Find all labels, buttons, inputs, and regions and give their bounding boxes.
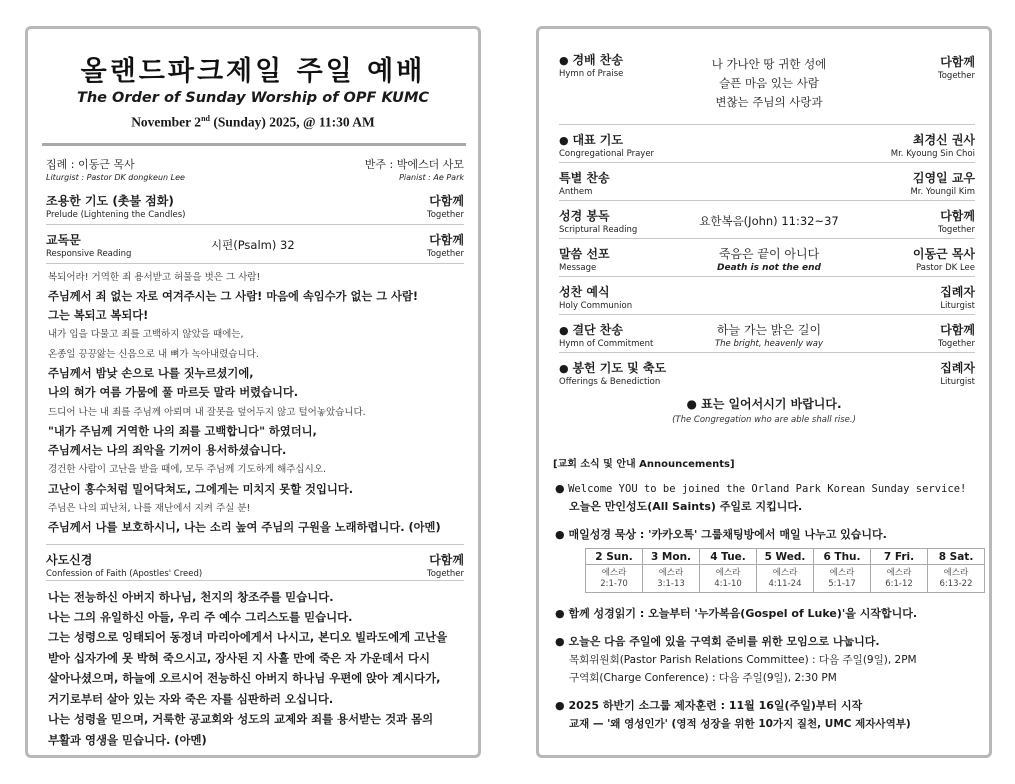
anthem-ko: 특별 찬송 xyxy=(559,171,610,185)
announcement-text: 목회위원회(Pastor Parish Relations Committee) : 다음 주일(9일), 2PM xyxy=(569,654,917,666)
communion-ko: 성찬 예식 xyxy=(559,285,610,299)
creed-line: 받아 십자가에 못 박혀 죽으시고, 장사된 지 사흘 만에 죽은 자 가운데서 다시 xyxy=(48,650,431,665)
schedule-book: 에스라 xyxy=(601,567,627,578)
offering-ko: ● 봉헌 기도 및 축도 xyxy=(559,359,975,376)
prelude-who-en: Together xyxy=(426,209,464,220)
standing-note-en: (The Congregation who are able shall rise.) xyxy=(672,415,856,425)
announcement-text: 매일성경 묵상 : '카카오톡' 그룹채팅방에서 매일 나누고 있습니다. xyxy=(568,528,887,541)
schedule-ref: 2:1-70 xyxy=(600,578,628,589)
message-who-en: Pastor DK Lee xyxy=(916,263,975,273)
announcement-text: 오늘은 만인성도(All Saints) 주일로 지킵니다. xyxy=(569,500,803,513)
anthem-en: Anthem xyxy=(559,187,593,197)
psalm-response-line: 주님께서 나를 보호하시니, 나는 소리 높여 주님의 구원을 노래하렵니다. (아멘) xyxy=(48,521,441,535)
communion-en: Holy Communion xyxy=(559,301,633,311)
commitment-hymn-ko: 하늘 가는 밝은 길이 xyxy=(716,323,822,337)
hymn-lyric-line: 나 가나안 땅 귀한 성에 xyxy=(711,57,827,71)
commitment-who-en: Together xyxy=(937,339,975,349)
date-day: November 2 xyxy=(131,114,202,130)
schedule-book: 에스라 xyxy=(943,567,969,578)
schedule-reading xyxy=(700,565,757,593)
schedule-ref: 6:13-22 xyxy=(939,578,973,589)
psalm-leader-line: 경건한 사람이 고난을 받을 때에, 모두 주님께 기도하게 해주십시오. xyxy=(48,464,326,476)
schedule-day: 7 Fri. xyxy=(871,549,928,565)
communion-who-ko: 집례자 xyxy=(940,285,975,299)
schedule-reading xyxy=(586,565,643,593)
sermon-title-en: Death is not the end xyxy=(717,263,821,273)
bullet-icon xyxy=(555,635,568,648)
creed-line: 나는 그의 유일하신 아들, 우리 주 예수 그리스도를 믿습니다. xyxy=(48,610,353,625)
schedule-book: 에스라 xyxy=(715,567,741,578)
schedule-reading xyxy=(928,565,985,593)
creed-ko: 사도신경 xyxy=(46,552,93,567)
scripture-reference: 요한복음(John) 11:32~37 xyxy=(699,214,839,228)
anthem-who-ko: 김영일 교우 xyxy=(912,171,975,185)
offering-en: Offerings & Benediction xyxy=(559,377,661,387)
schedule-day: 3 Mon. xyxy=(643,549,700,565)
liturgist-ko: 집례 : 이동근 목사 xyxy=(46,157,135,171)
psalm-leader-line: 복되어라! 거역한 죄 용서받고 허물을 벗은 그 사람! xyxy=(48,271,261,283)
order-prelude xyxy=(46,186,464,225)
order-scripture xyxy=(559,201,975,239)
creed-line: 그는 성령으로 잉태되어 동정녀 마리아에게서 나시고, 본디오 빌라도에게 고난을 xyxy=(48,630,448,645)
prayer-en: Congregational Prayer xyxy=(559,149,655,159)
psalm-response-line: 그는 복되고 복되다! xyxy=(48,309,149,323)
psalm-leader-line: 주님은 나의 피난처, 나를 재난에서 지켜 주실 분! xyxy=(48,503,251,515)
sermon-title-ko: 죽음은 끝이 아니다 xyxy=(718,247,820,261)
announcement-meetings xyxy=(555,633,989,685)
order-offering xyxy=(559,353,975,391)
order-prayer xyxy=(559,125,975,163)
standing-note xyxy=(539,395,989,425)
scripture-en: Scriptural Reading xyxy=(559,225,638,235)
responsive-who-ko: 다함께 xyxy=(429,232,464,247)
psalm-response-line: 주님께서 밤낮 손으로 나를 짓누르셨기에, xyxy=(48,366,254,380)
bulletin-left-page xyxy=(25,26,481,758)
prelude-en: Prelude (Lightening the Candles) xyxy=(46,209,186,220)
announcement-bible-reading xyxy=(555,605,989,621)
announcement-text: 2025 하반기 소그룹 제자훈련 : 11월 16일(주일)부터 시작 xyxy=(568,699,863,712)
anthem-who-en: Mr. Youngil Kim xyxy=(910,187,975,197)
title-english: The Order of Sunday Worship of OPF KUMC xyxy=(76,90,430,106)
scripture-who-ko: 다함께 xyxy=(940,209,975,223)
schedule-ref: 5:1-17 xyxy=(828,578,856,589)
schedule-ref: 3:1-13 xyxy=(657,578,685,589)
schedule-book: 에스라 xyxy=(886,567,912,578)
bullet-icon xyxy=(555,528,568,541)
creed-text xyxy=(48,587,464,750)
schedule-reading xyxy=(643,565,700,593)
announcement-text: 구역회(Charge Conference) : 다음 주일(9일), 2:30 PM xyxy=(569,672,837,684)
creed-en: Confession of Faith (Apostles' Creed) xyxy=(46,568,203,579)
schedule-day: 8 Sat. xyxy=(928,549,985,565)
announcement-text: 함께 성경읽기 : 오늘부터 '누가복음(Gospel of Luke)'을 시작합니다. xyxy=(568,607,918,620)
announcement-welcome xyxy=(555,482,989,514)
order-communion xyxy=(559,277,975,315)
bullet-icon xyxy=(555,607,568,620)
bullet-icon xyxy=(555,699,568,712)
schedule-ref: 4:11-24 xyxy=(768,578,802,589)
order-anthem xyxy=(559,163,975,201)
schedule-book: 에스라 xyxy=(772,567,798,578)
schedule-day: 6 Thu. xyxy=(814,549,871,565)
schedule-day: 2 Sun. xyxy=(586,549,643,565)
scripture-who-en: Together xyxy=(937,225,975,235)
announcement-text: Welcome YOU to be joined the Orland Park Korean Sunday service! xyxy=(568,483,967,495)
offering-who-ko: 집례자 xyxy=(940,361,975,375)
psalm-text xyxy=(48,268,464,538)
hymn-ko: ● 경배 찬송 xyxy=(559,51,975,68)
creed-line: 나는 전능하신 아버지 하나님, 천지의 창조주를 믿습니다. xyxy=(48,589,334,604)
offering-who-en: Liturgist xyxy=(940,377,975,387)
psalm-response-line: "내가 주님께 거역한 나의 죄를 고백합니다" 하였더니, xyxy=(48,424,317,438)
prayer-who-en: Mr. Kyoung Sin Choi xyxy=(890,149,975,159)
schedule-reading xyxy=(814,565,871,593)
schedule-reading xyxy=(757,565,814,593)
commitment-en: Hymn of Commitment xyxy=(559,339,654,349)
hymn-who-en: Together xyxy=(937,71,975,81)
psalm-reference: 시편(Psalm) 32 xyxy=(211,237,295,252)
order-hymn-of-praise xyxy=(559,29,975,125)
order-commitment xyxy=(559,315,975,353)
pianist-ko: 반주 : 박에스더 사모 xyxy=(364,157,464,171)
announcement-discipleship xyxy=(555,697,989,731)
creed-line: 부활과 영생을 믿습니다. (아멘) xyxy=(48,732,207,747)
message-ko: 말씀 선포 xyxy=(559,247,610,261)
schedule-ref: 6:1-12 xyxy=(885,578,913,589)
creed-line: 살아나셨으며, 하늘에 오르시어 전능하신 아버지 하나님 우편에 앉아 계시다가, xyxy=(48,671,441,686)
hymn-lyric-line: 슬픈 마음 있는 사람 xyxy=(719,76,819,90)
announcement-text: 오늘은 다음 주일에 있을 구역회 준비를 위한 모임으로 나눕니다. xyxy=(568,635,880,648)
title-korean: 올랜드파크제일 주일 예배 xyxy=(80,56,426,87)
message-en: Message xyxy=(559,263,597,273)
schedule-book: 에스라 xyxy=(829,567,855,578)
pianist xyxy=(365,156,464,182)
order-creed xyxy=(46,544,464,581)
service-date xyxy=(28,114,478,131)
psalm-response-line: 주님께서 죄 없는 자로 여겨주시는 그 사람! 마음에 속임수가 없는 그 사람! xyxy=(48,289,419,303)
pianist-en: Pianist : Ae Park xyxy=(399,172,464,182)
schedule-header-row xyxy=(586,549,985,565)
schedule-body-row xyxy=(586,565,985,593)
creed-line: 거기로부터 살아 있는 자와 죽은 자를 심판하러 오십니다. xyxy=(48,691,334,706)
order-message xyxy=(559,239,975,277)
commitment-hymn-en: The bright, heavenly way xyxy=(714,339,824,349)
schedule-day: 4 Tue. xyxy=(700,549,757,565)
bullet-icon xyxy=(555,482,568,495)
liturgist-en: Liturgist : Pastor DK dongkeun Lee xyxy=(46,172,185,182)
liturgist-row xyxy=(46,146,464,186)
standing-note-ko: ● 표는 일어서시기 바랍니다. xyxy=(686,397,842,411)
announcement-text: 교재 — '왜 영성인가' (영적 성장을 위한 10가지 질천, UMC 제자사역부) xyxy=(569,718,911,730)
responsive-ko: 교독문 xyxy=(46,232,81,247)
commitment-who-ko: 다함께 xyxy=(940,323,975,337)
creed-who-en: Together xyxy=(426,568,464,579)
hymn-lyric-line: 변찮는 주님의 사랑과 xyxy=(715,95,823,109)
message-who-ko: 이동근 목사 xyxy=(912,247,975,261)
scripture-ko: 성경 봉독 xyxy=(559,209,610,223)
responsive-en: Responsive Reading xyxy=(46,248,132,259)
creed-line: 나는 성령을 믿으며, 거룩한 공교회와 성도의 교제와 죄를 용서받는 것과 몸의 xyxy=(48,712,434,727)
psalm-response-line: 주님께서는 나의 죄악을 기꺼이 용서하셨습니다. xyxy=(48,444,287,458)
order-responsive-reading xyxy=(46,225,464,264)
prayer-who-ko: 최경신 권사 xyxy=(912,133,975,147)
announcement-daily-bible xyxy=(555,526,989,593)
hymn-en: Hymn of Praise xyxy=(559,69,624,79)
responsive-who-en: Together xyxy=(426,248,464,259)
date-suffix: nd xyxy=(201,114,210,123)
psalm-leader-line: 내가 입을 다물고 죄를 고백하지 않았을 때에는, xyxy=(48,329,244,341)
bulletin-right-page xyxy=(536,26,992,758)
prelude-ko: 조용한 기도 (촛불 점화) xyxy=(46,193,174,208)
date-time: (Sunday) 2025, @ 11:30 AM xyxy=(209,114,375,130)
schedule-ref: 4:1-10 xyxy=(714,578,742,589)
psalm-leader-line: 드디어 나는 내 죄를 주님께 아뢰며 내 잘못을 덮어두지 않고 털어놓았습니다. xyxy=(48,406,366,418)
hymn-who-ko: 다함께 xyxy=(940,55,975,69)
announcements-heading: [교회 소식 및 안내 Announcements] xyxy=(553,459,735,470)
prayer-ko: ● 대표 기도 xyxy=(559,131,975,148)
commitment-hymn xyxy=(679,321,859,349)
creed-who-ko: 다함께 xyxy=(429,552,464,567)
prelude-who-ko: 다함께 xyxy=(429,193,464,208)
psalm-response-line: 나의 혀가 여름 가뭄에 풀 마르듯 말라 버렸습니다. xyxy=(48,386,299,400)
schedule-reading xyxy=(871,565,928,593)
commitment-ko: ● 결단 찬송 xyxy=(559,321,975,338)
sermon-title xyxy=(679,245,859,273)
hymn-lyrics xyxy=(679,55,859,112)
reading-schedule-table xyxy=(585,548,985,593)
schedule-day: 5 Wed. xyxy=(757,549,814,565)
communion-who-en: Liturgist xyxy=(940,301,975,311)
schedule-book: 에스라 xyxy=(658,567,684,578)
psalm-leader-line: 온종일 끙끙앓는 신음으로 내 뼈가 녹아내렸습니다. xyxy=(48,348,259,360)
psalm-response-line: 고난이 홍수처럼 밀어닥쳐도, 그에게는 미치지 못할 것입니다. xyxy=(48,482,354,496)
